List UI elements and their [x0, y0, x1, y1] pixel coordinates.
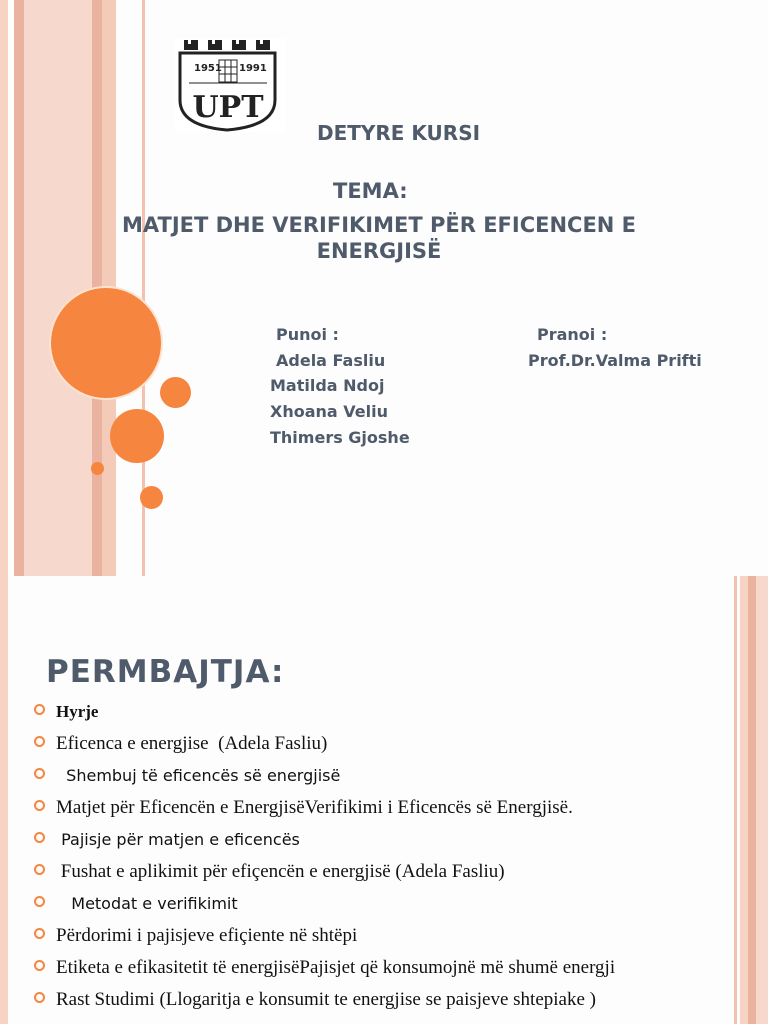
list-item-text: Fushat e aplikimit për efiçencën e energjisë (Adela Fasliu): [56, 861, 505, 882]
decorative-circle: [91, 462, 104, 475]
list-item: [34, 888, 734, 920]
list-item: [34, 984, 734, 1016]
authors-label: Punoi :: [276, 325, 339, 344]
decorative-circle: [160, 377, 191, 408]
list-item: [34, 696, 734, 728]
decorative-circle: [140, 486, 163, 509]
list-item-text: Pajisje për matjen e eficencës: [56, 830, 300, 849]
reviewer-name: Prof.Dr.Valma Prifti: [528, 351, 702, 370]
decorative-circle: [110, 409, 164, 463]
university-logo: [175, 38, 285, 132]
list-item-text: Etiketa e efikasitetit të energjisëPajisjet që konsumojnë më shumë energji: [56, 957, 616, 978]
list-item-text: Matjet për Eficencën e EnergjisëVerifikimi i Eficencës së Energjisë.: [56, 797, 573, 818]
left-stripe-band: [14, 0, 24, 576]
list-item-text: Metodat e verifikimit: [56, 894, 238, 913]
author-name: Matilda Ndoj: [270, 376, 385, 395]
theme-title-line1: MATJET DHE VERIFIKIMET PËR EFICENCEN E: [121, 213, 637, 237]
right-stripe-band: [734, 576, 737, 1024]
list-item: [34, 920, 734, 952]
circle-bullet-icon: [34, 832, 45, 843]
right-stripe-band: [748, 576, 756, 1024]
reviewer-label: Pranoi :: [537, 325, 608, 344]
circle-bullet-icon: [34, 800, 45, 811]
list-item: [34, 952, 734, 984]
logo-year-left: 1951: [194, 63, 222, 74]
slide-heading: DETYRE KURSI: [317, 121, 481, 145]
left-stripe-band: [0, 0, 8, 576]
circle-bullet-icon: [34, 928, 45, 939]
theme-title-line2: ENERGJISË: [316, 239, 442, 263]
list-item: [34, 760, 734, 792]
list-item-text: Rast Studimi (Llogaritja e konsumit te energjise se paisjeve shtepiake ): [56, 989, 596, 1010]
logo-year-right: 1991: [239, 63, 267, 74]
list-item-text: Hyrje: [56, 702, 99, 721]
right-stripe-band: [756, 576, 768, 1024]
circle-bullet-icon: [34, 896, 45, 907]
list-item-text: Shembuj të eficencës së energjisë: [56, 766, 341, 785]
circle-bullet-icon: [34, 736, 45, 747]
contents-title: PERMBAJTJA:: [46, 654, 285, 690]
decorative-circle-large: [51, 288, 161, 398]
right-stripe-band: [740, 576, 748, 1024]
circle-bullet-icon: [34, 864, 45, 875]
author-name: Adela Fasliu: [276, 351, 386, 370]
circle-bullet-icon: [34, 992, 45, 1003]
theme-title: [90, 212, 668, 264]
author-name: Xhoana Veliu: [270, 402, 388, 421]
list-item: [34, 856, 734, 888]
list-item: [34, 824, 734, 856]
circle-bullet-icon: [34, 960, 45, 971]
contents-list: [34, 696, 734, 1016]
author-name: Thimers Gjoshe: [270, 428, 410, 447]
list-item-text: Përdorimi i pajisjeve efiçiente në shtëpi: [56, 925, 358, 946]
list-item: [34, 792, 734, 824]
theme-label: TEMA:: [333, 179, 408, 203]
circle-bullet-icon: [34, 768, 45, 779]
list-item-text: Eficenca e energjise (Adela Fasliu): [56, 733, 328, 754]
left-edge-stripe: [0, 576, 8, 1024]
list-item: [34, 728, 734, 760]
logo-acronym: UPT: [192, 90, 264, 125]
left-stripe-band: [24, 0, 92, 576]
circle-bullet-icon: [34, 704, 45, 715]
